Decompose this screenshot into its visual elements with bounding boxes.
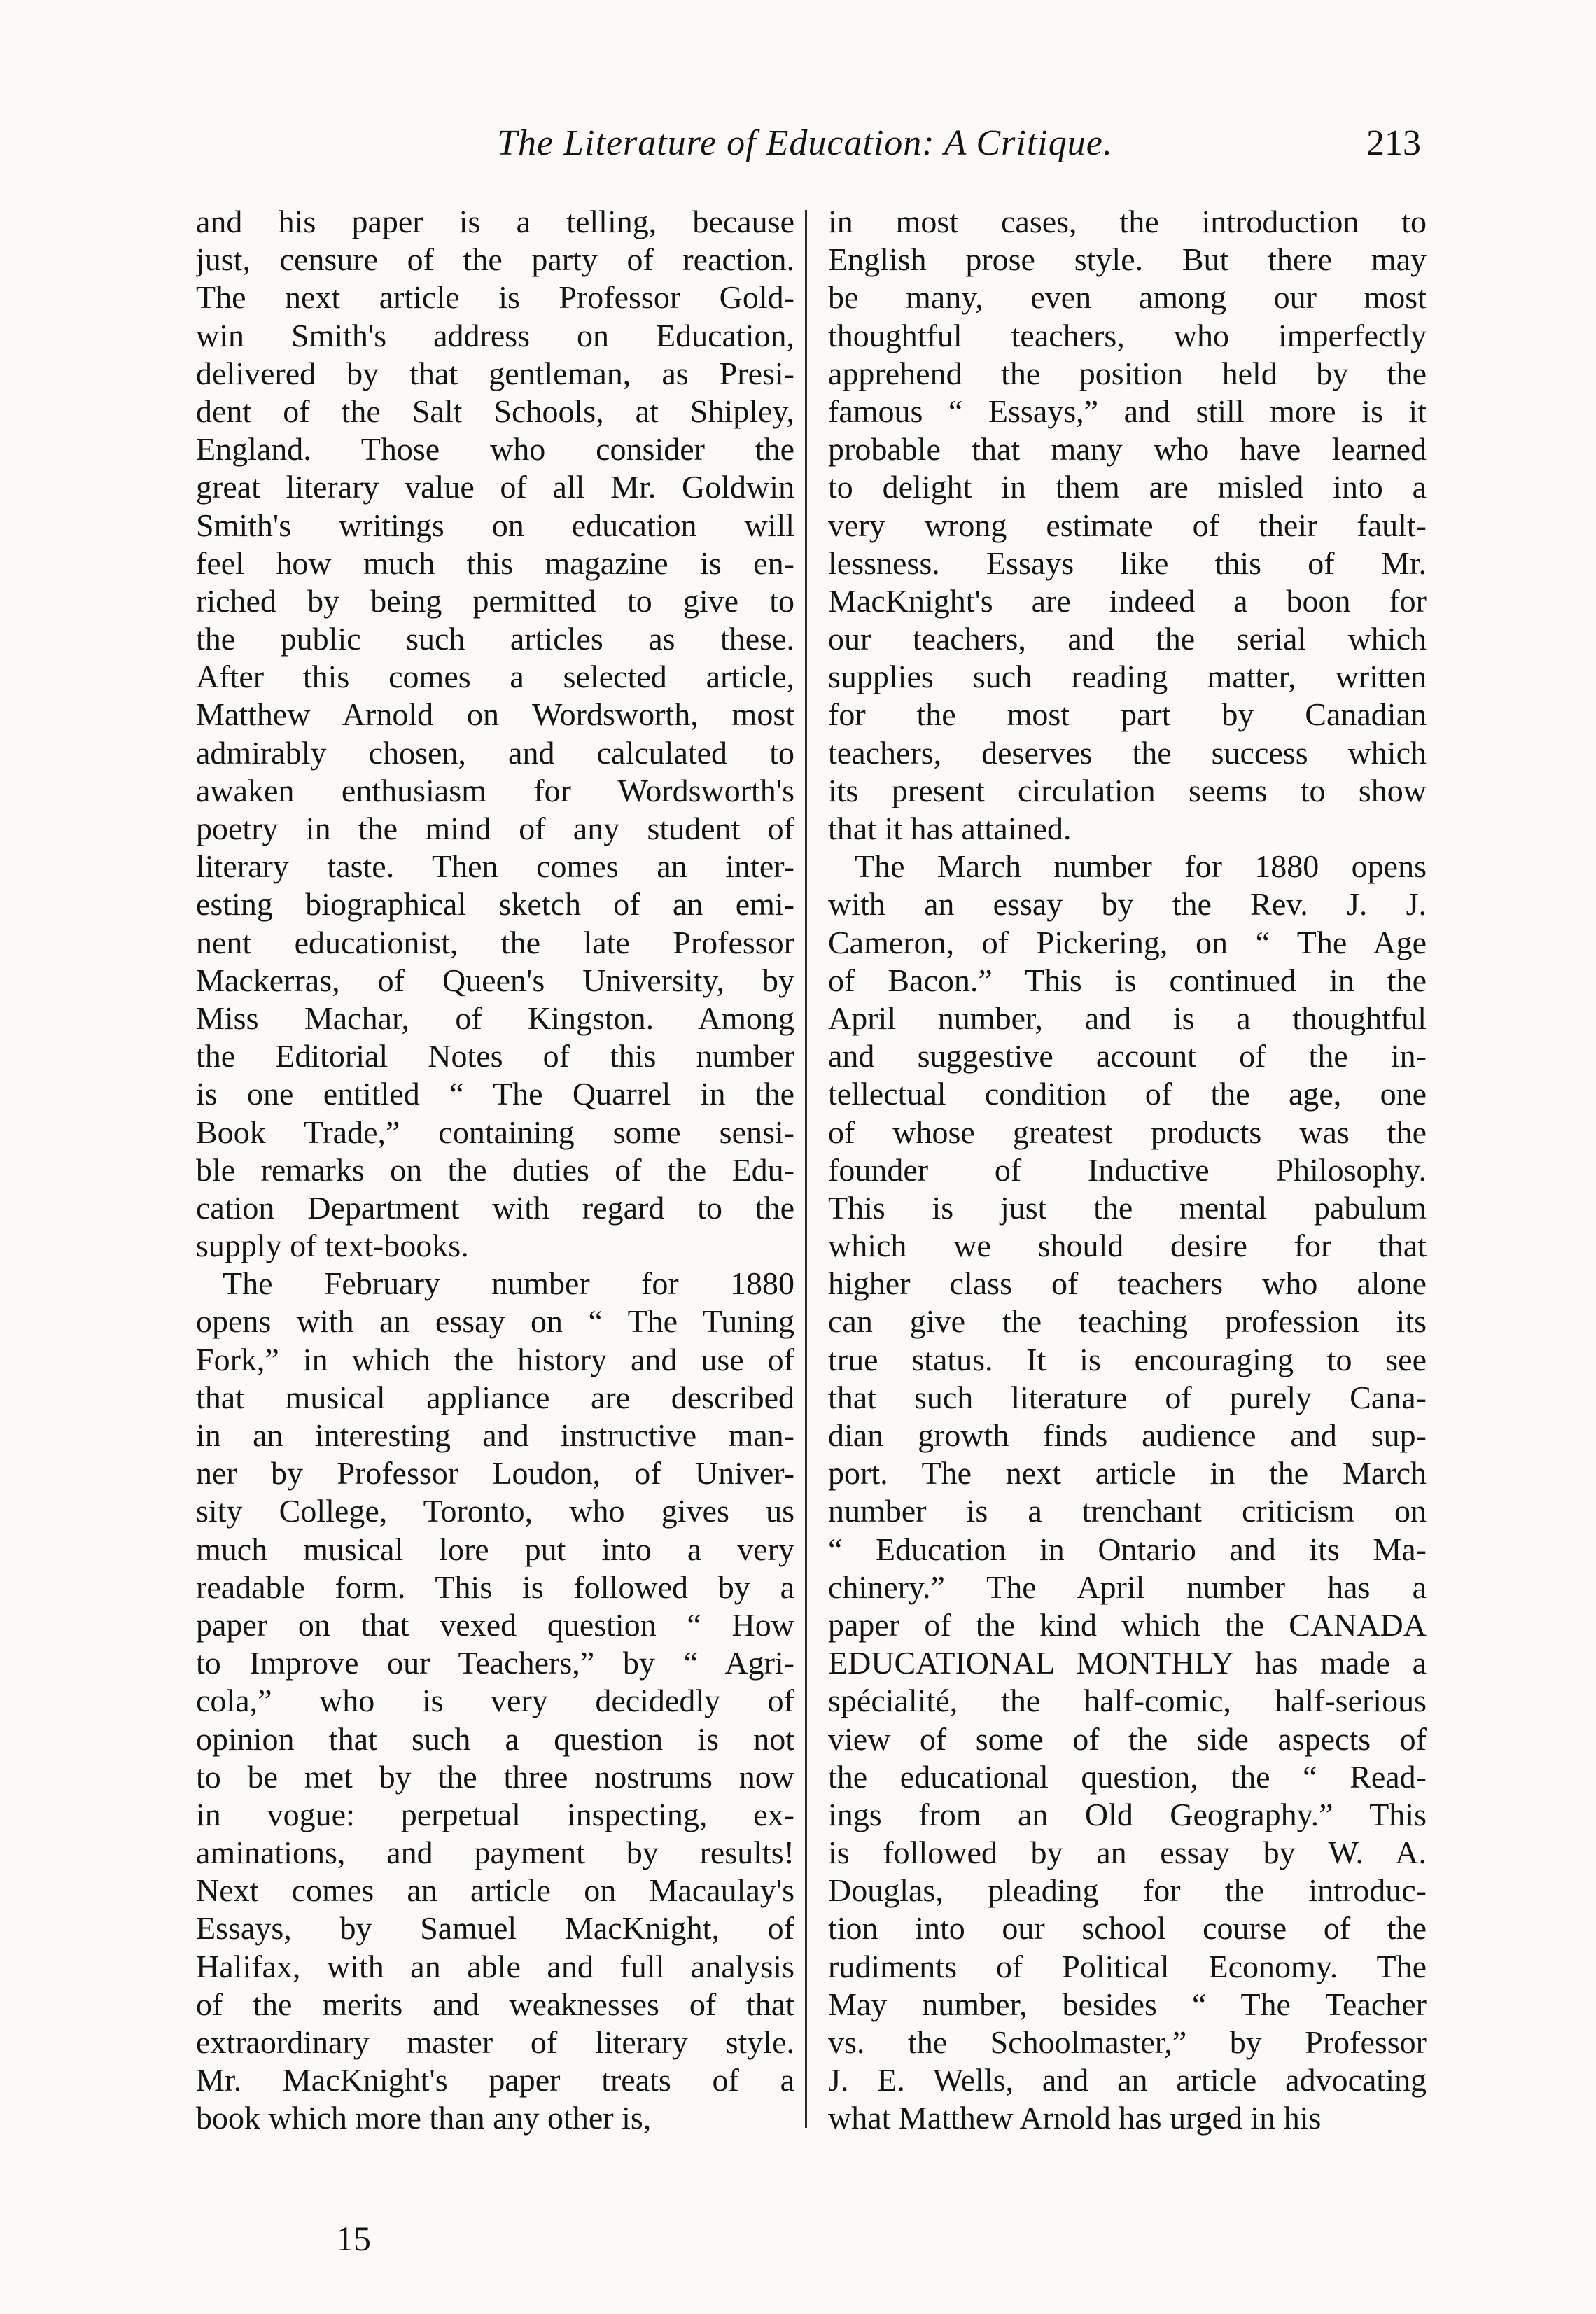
text-line: probable that many who have learned [828,431,1427,468]
right-column [828,203,1427,2163]
text-line: rudiments of Political Economy. The [828,1948,1427,1984]
text-line: April number, and is a thoughtful [828,1000,1427,1036]
text-line: the Editorial Notes of this number [196,1038,794,1074]
text-line: literary taste. Then comes an inter- [196,848,794,885]
text-line: in vogue: perpetual inspecting, ex- [196,1796,794,1832]
text-line: vs. the Schoolmaster,” by Professor [828,2024,1427,2060]
text-line: can give the teaching profession its [828,1303,1427,1340]
text-line: The February number for 1880 [223,1265,794,1302]
text-line: supplies such reading matter, written [828,659,1427,695]
text-line: thoughtful teachers, who imperfectly [828,317,1427,353]
text-line: aminations, and payment by results! [196,1835,794,1871]
text-line: Mackerras, of Queen's University, by [196,962,794,998]
text-line: port. The next article in the March [828,1455,1427,1492]
text-line: the educational question, the “ Read- [828,1758,1427,1795]
text-line: England. Those who consider the [196,431,794,468]
text-line: Halifax, with an able and full analysis [196,1948,794,1984]
text-line: very wrong estimate of their fault- [828,507,1427,543]
text-line: to delight in them are misled into a [828,469,1427,505]
text-line: of Bacon.” This is continued in the [828,962,1427,998]
text-line: After this comes a selected article, [196,659,794,695]
text-line: Essays, by Samuel MacKnight, of [196,1910,794,1947]
text-line: cation Department with regard to the [196,1189,794,1226]
text-line: readable form. This is followed by a [196,1569,794,1605]
text-line: that musical appliance are described [196,1379,794,1415]
text-line: in an interesting and instructive man- [196,1417,794,1453]
text-line: Matthew Arnold on Wordsworth, most [196,696,794,733]
text-line: book which more than any other is, [196,2100,652,2136]
left-column [196,203,794,2163]
column-divider [805,210,807,2128]
text-line: which we should desire for that [828,1228,1427,1264]
text-line: The next article is Professor Gold- [196,279,794,316]
text-line: is one entitled “ The Quarrel in the [196,1076,794,1112]
page-number: 213 [1366,123,1421,163]
text-line: for the most part by Canadian [828,696,1427,733]
text-line: dent of the Salt Schools, at Shipley, [196,393,794,429]
text-line: dian growth finds audience and sup- [828,1417,1427,1453]
text-line: opinion that such a question is not [196,1720,794,1757]
text-line: our teachers, and the serial which [828,621,1427,657]
text-line: ner by Professor Loudon, of Univer- [196,1455,794,1492]
text-line: apprehend the position held by the [828,355,1427,391]
running-title: The Literature of Education: A Critique. [497,123,1113,163]
text-line: of the merits and weaknesses of that [196,1986,794,2022]
text-line: sity College, Toronto, who gives us [196,1493,794,1529]
text-line: poetry in the mind of any student of [196,811,794,846]
text-line: paper on that vexed question “ How [196,1606,794,1643]
text-line: The March number for 1880 opens [855,848,1427,885]
text-line: tion into our school course of the [828,1910,1427,1947]
text-line: that it has attained. [828,811,1072,846]
text-line: nent educationist, the late Professor [196,924,794,960]
text-line: founder of Inductive Philosophy. [828,1151,1427,1188]
text-line: chinery.” The April number has a [828,1569,1427,1605]
text-line: higher class of teachers who alone [828,1265,1427,1302]
text-line: and his paper is a telling, because [196,204,794,239]
text-line: This is just the mental pabulum [828,1189,1427,1226]
text-line: Cameron, of Pickering, on “ The Age [828,924,1427,960]
text-line: view of some of the side aspects of [828,1720,1427,1757]
text-line: Mr. MacKnight's paper treats of a [196,2062,794,2098]
text-line: what Matthew Arnold has urged in his [828,2100,1322,2136]
text-line: Miss Machar, of Kingston. Among [196,1000,794,1036]
text-line: esting biographical sketch of an emi- [196,886,794,923]
text-line: cola,” who is very decidedly of [196,1683,794,1719]
text-line: to Improve our Teachers,” by “ Agri- [196,1645,794,1681]
text-line: Douglas, pleading for the introduc- [828,1872,1427,1909]
text-line: May number, besides “ The Teacher [828,1986,1427,2022]
text-line: true status. It is encouraging to see [828,1341,1427,1377]
text-line: ings from an Old Geography.” This [828,1796,1427,1832]
text-line: supply of text-books. [196,1228,469,1264]
text-line: opens with an essay on “ The Tuning [196,1303,794,1340]
text-line: in most cases, the introduction to [828,204,1427,239]
text-line: famous “ Essays,” and still more is it [828,393,1427,429]
text-line: MacKnight's are indeed a boon for [828,582,1427,619]
text-line: the public such articles as these. [196,621,794,657]
text-line: admirably chosen, and calculated to [196,734,794,771]
text-line: paper of the kind which the CANADA [828,1606,1427,1643]
text-line: be many, even among our most [828,279,1427,316]
text-line: much musical lore put into a very [196,1531,794,1567]
text-line: J. E. Wells, and an article advocating [828,2062,1427,2098]
text-line: great literary value of all Mr. Goldwin [196,469,794,505]
text-line: “ Education in Ontario and its Ma- [828,1531,1427,1567]
text-line: ble remarks on the duties of the Edu- [196,1151,794,1188]
text-line: its present circulation seems to show [828,772,1427,808]
text-line: spécialité, the half-comic, half-serious [828,1683,1427,1719]
text-line: awaken enthusiasm for Wordsworth's [196,772,794,808]
text-line: win Smith's address on Education, [196,317,794,353]
text-line: delivered by that gentleman, as Presi- [196,355,794,391]
text-line: number is a trenchant criticism on [828,1493,1427,1529]
text-line: riched by being permitted to give to [196,582,794,619]
signature-mark: 15 [336,2219,371,2258]
text-line: EDUCATIONAL MONTHLY has made a [828,1645,1427,1681]
text-line: Book Trade,” containing some sensi- [196,1114,794,1150]
text-line: to be met by the three nostrums now [196,1758,794,1795]
text-line: with an essay by the Rev. J. J. [828,886,1427,923]
text-line: teachers, deserves the success which [828,734,1427,771]
text-line: extraordinary master of literary style. [196,2024,794,2060]
text-line: feel how much this magazine is en- [196,545,794,581]
text-line: Fork,” in which the history and use of [196,1341,794,1377]
text-line: lessness. Essays like this of Mr. [828,545,1427,581]
text-line: just, censure of the party of reaction. [196,241,794,278]
text-line: that such literature of purely Cana- [828,1379,1427,1415]
text-line: and suggestive account of the in- [828,1038,1427,1074]
text-line: is followed by an essay by W. A. [828,1835,1427,1871]
text-line: English prose style. But there may [828,241,1427,278]
text-line: of whose greatest products was the [828,1114,1427,1150]
text-line: tellectual condition of the age, one [828,1076,1427,1112]
text-line: Smith's writings on education will [196,507,794,543]
text-line: Next comes an article on Macaulay's [196,1872,794,1909]
page-header [0,119,1596,168]
